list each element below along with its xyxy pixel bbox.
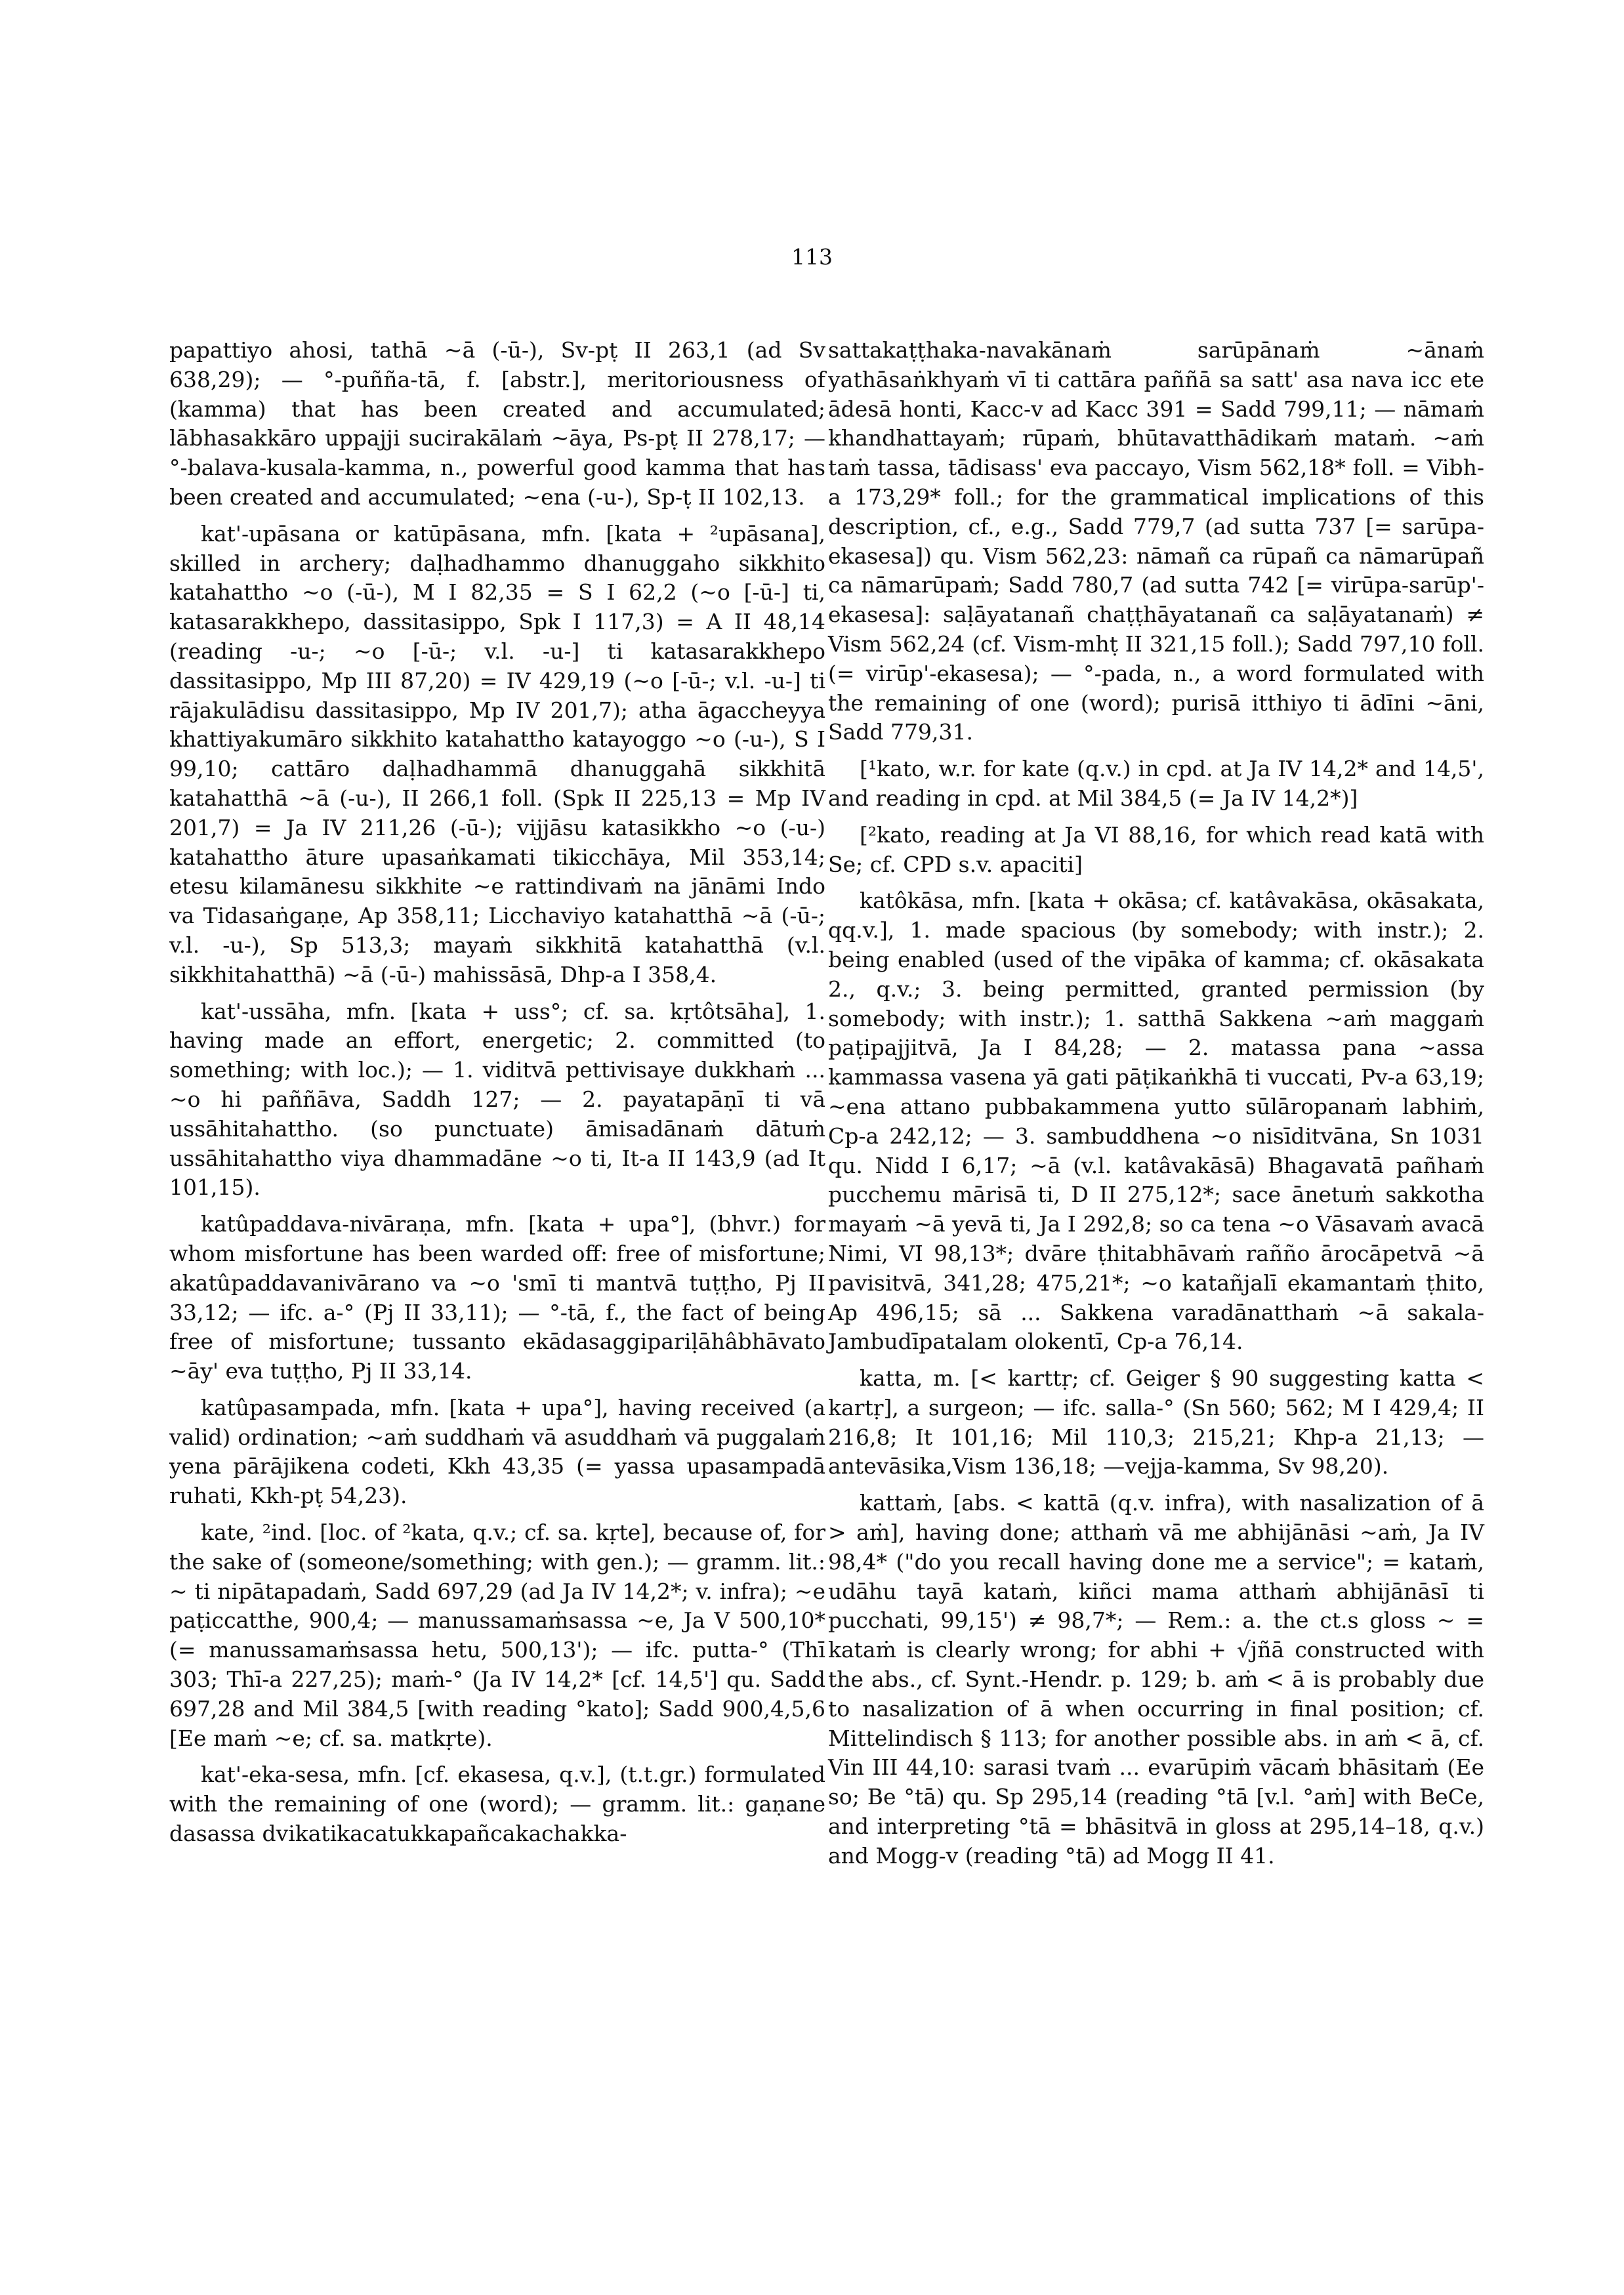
right-entry-5: katta, m. [< karttṛ; cf. Geiger § 90 suggesting katta < kartṛ], a surgeon; — ifc. salla-° (Sn 560; 562; M I 429,4; II 216,8; It 101,16; Mil 110,3; 215,21; Khp-a 21,13; —antevāsika,Vism 136,18; —vejja-kamma, Sv 98,20).	[828, 1365, 1484, 1479]
right-entry-3: [²kato, reading at Ja VI 88,16, for which read katā with Se; cf. CPD s.v. apaciti]	[828, 821, 1484, 877]
right-entry-2: [¹kato, w.r. for kate (q.v.) in cpd. at Ja IV 14,2* and 14,5', and reading in cpd. at Mil 384,5 (= Ja IV 14,2*)]	[828, 756, 1484, 811]
left-entry-2: kat'-upāsana or katūpāsana, mfn. [kata + ²upāsana], skilled in archery; daḷhadhammo dhanuggaho sikkhito katahattho ~o (-ū-), M I 82,35 = S I 62,2 (~o [-ū-] ti, katasarakkhepo, dassitasippo, Spk I 117,3) = A II 48,14 (reading -u-; ~o [-ū-; v.l. -u-] ti katasarakkhepo dassitasippo, Mp III 87,20) = IV 429,19 (~o [-ū-; v.l. -u-] ti rājakulādisu dassitasippo, Mp IV 201,7); atha āgaccheyya khattiyakumāro sikkhito katahattho katayoggo ~o (-u-), S I 99,10; cattāro daḷhadhammā dhanuggahā sikkhitā katahatthā ~ā (-u-), II 266,1 foll. (Spk II 225,13 = Mp IV 201,7) = Ja IV 211,26 (-ū-); vijjāsu katasikkho ~o (-u-) katahattho āture upasaṅkamati tikicchāya, Mil 353,14; etesu kilamānesu sikkhite ~e rattindivaṁ na jānāmi Indo va Tidasaṅgaṇe, Ap 358,11; Licchaviyo katahatthā ~ā (-ū-; v.l. -u-), Sp 513,3; mayaṁ sikkhitā katahatthā (v.l. sikkhitahatthā) ~ā (-ū-) mahissāsā, Dhp-a I 358,4.	[169, 520, 825, 987]
left-column	[169, 336, 825, 1856]
left-entry-4: katûpaddava-nivāraṇa, mfn. [kata + upa°], (bhvr.) for whom misfortune has been warded off: free of misfortune; akatûpaddavanivārano va ~o 'smī ti mantvā tuṭṭho, Pj II 33,12; — ifc. a-° (Pj II 33,11); — °-tā, f., the fact of being free of misfortune; tussanto ekādasaggipariḷāhâbhāvato ~āy' eva tuṭṭho, Pj II 33,14.	[169, 1211, 825, 1384]
left-entry-6: kate, ²ind. [loc. of ²kata, q.v.; cf. sa. kṛte], because of, for the sake of (someone/something; with gen.); — gramm. lit.: ~ ti nipātapadaṁ, Sadd 697,29 (ad Ja IV 14,2*; v. infra); ~e paṭiccatthe, 900,4; — manussamaṁsassa ~e, Ja V 500,10* (= manussamaṁsassa hetu, 500,13'); — ifc. putta-° (Thī 303; Thī-a 227,25); maṁ-° (Ja IV 14,2* [cf. 14,5'] qu. Sadd 697,28 and Mil 384,5 [with reading °kato]; Sadd 900,4,5,6 [Ee maṁ ~e; cf. sa. matkṛte).	[169, 1520, 825, 1751]
right-entry-4: katôkāsa, mfn. [kata + okāsa; cf. katâvakāsa, okāsakata, qq.v.], 1. made spacious (by somebody; with instr.); 2. being enabled (used of the vipāka of kamma; cf. okāsakata 2., q.v.; 3. being permitted, granted permission (by somebody; with instr.); 1. satthā Sakkena ~aṁ maggaṁ paṭipajjitvā, Ja I 84,28; — 2. matassa pana ~assa kammassa vasena yā gati pāṭikaṅkhā ti vuccati, Pv-a 63,19; ~ena attano pubbakammena yutto sūlāropanaṁ labhiṁ, Cp-a 242,12; — 3. sambuddhena ~o nisīditvāna, Sn 1031 qu. Nidd I 6,17; ~ā (v.l. katâvakāsā) Bhagavatā pañhaṁ pucchemu mārisā ti, D II 275,12*; sace ānetuṁ sakkotha mayaṁ ~ā yevā ti, Ja I 292,8; so ca tena ~o Vāsavaṁ avacā Nimi, VI 98,13*; dvāre ṭhitabhāvaṁ rañño ārocāpetvā ~ā pavisitvā, 341,28; 475,21*; ~o katañjalī ekamantaṁ ṭhito, Ap 496,15; sā ... Sakkena varadānatthaṁ ~ā sakala-Jambudīpatalam olokentī, Cp-a 76,14.	[828, 888, 1484, 1355]
left-entry-5: katûpasampada, mfn. [kata + upa°], having received (a valid) ordination; ~aṁ suddhaṁ vā asuddhaṁ vā puggalaṁ yena pārājikena codeti, Kkh 43,35 (= yassa upasampadā ruhati, Kkh-pṭ 54,23).	[169, 1394, 825, 1509]
right-entry-6: kattaṁ, [abs. < kattā (q.v. infra), with nasalization of ā > aṁ], having done; atthaṁ vā me abhijānāsi ~aṁ, Ja IV 98,4* ("do you recall having done me a service"; = kataṁ, udāhu tayā kataṁ, kiñci mama atthaṁ abhijānāsī ti pucchati, 99,15') ≠ 98,7*; — Rem.: a. the ct.s gloss ~ = kataṁ is clearly wrong; for abhi + √jñā constructed with the abs., cf. Synt.-Hendr. p. 129; b. aṁ < ā is probably due to nasalization of ā when occurring in final position; cf. Mittelindisch § 113; for another possible abs. in aṁ < ā, cf. Vin III 44,10: sarasi tvaṁ ... evarūpiṁ vācaṁ bhāsitaṁ (Ee so; Be °tā) qu. Sp 295,14 (reading °tā [v.l. °aṁ] with BeCe, and interpreting °tā = bhāsitvā in gloss at 295,14–18, q.v.) and Mogg-v (reading °tā) ad Mogg II 41.	[828, 1490, 1484, 1869]
left-entry-3: kat'-ussāha, mfn. [kata + uss°; cf. sa. kṛtôtsāha], 1. having made an effort, energetic; 2. committed (to something; with loc.); — 1. viditvā pettivisaye dukkhaṁ ... ~o hi paññāva, Saddh 127; — 2. payatapāṇī ti vā ussāhitahattho. (so punctuate) āmisadānaṁ dātuṁ ussāhitahattho viya dhammadāne ~o ti, It-a II 143,9 (ad It 101,15).	[169, 998, 825, 1201]
left-entry-7: kat'-eka-sesa, mfn. [cf. ekasesa, q.v.], (t.t.gr.) formulated with the remaining of one (word); — gramm. lit.: gaṇane dasassa dvikatikacatukkapañcakachakka-	[169, 1762, 825, 1847]
right-column	[828, 336, 1484, 1878]
page-number: 113	[791, 244, 833, 270]
right-entry-1: sattakaṭṭhaka-navakānaṁ sarūpānaṁ ~ānaṁ yathāsaṅkhyaṁ vī ti cattāra paññā sa satt' asa nava icc ete ādesā honti, Kacc-v ad Kacc 391 = Sadd 799,11; — nāmaṁ khandhattayaṁ; rūpaṁ, bhūtavatthādikaṁ mataṁ. ~aṁ taṁ tassa, tādisass' eva paccayo, Vism 562,18* foll. = Vibh-a 173,29* foll.; for the grammatical implications of this description, cf., e.g., Sadd 779,7 (ad sutta 737 [= sarūpa-ekasesa]) qu. Vism 562,23: nāmañ ca rūpañ ca nāmarūpañ ca nāmarūpaṁ; Sadd 780,7 (ad sutta 742 [= virūpa-sarūp'-ekasesa]: saḷāyatanañ chaṭṭhāyatanañ ca saḷāyatanaṁ) ≠ Vism 562,24 (cf. Vism-mhṭ II 321,15 foll.); Sadd 797,10 foll. (= virūp'-ekasesa); — °-pada, n., a word formulated with the remaining of one (word); purisā itthiyo ti ādīni ~āni, Sadd 779,31.	[828, 337, 1484, 745]
left-entry-1: papattiyo ahosi, tathā ~ā (-ū-), Sv-pṭ II 263,1 (ad Sv 638,29); — °-puñña-tā, f. [abstr.], meritoriousness of (kamma) that has been created and accumulated; lābhasakkāro uppajji sucirakālaṁ ~āya, Ps-pṭ II 278,17; — °-balava-kusala-kamma, n., powerful good kamma that has been created and accumulated; ~ena (-u-), Sp-ṭ II 102,13.	[169, 337, 825, 510]
